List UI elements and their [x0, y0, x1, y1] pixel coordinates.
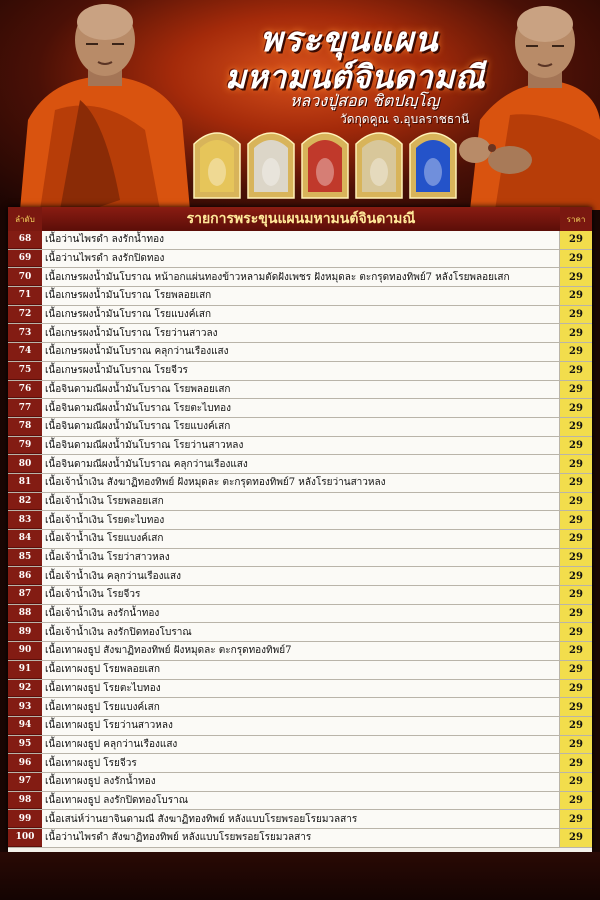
row-price: 29	[560, 754, 592, 772]
row-item-name: เนื้อเทาผงธูป โรยว่านสาวหลง	[42, 717, 560, 735]
row-item-name: เนื้อเทาผงธูป คลุกว่านเรืองแสง	[42, 736, 560, 754]
table-row	[8, 362, 592, 381]
table-row	[8, 605, 592, 624]
table-row	[8, 324, 592, 343]
row-item-name: เนื้อจินดามณีผงน้ำมันโบราณ โรยแบงค์เสก	[42, 418, 560, 436]
row-number: 83	[8, 511, 42, 529]
amulet-figure	[262, 158, 280, 186]
row-item-name: เนื้อจินดามณีผงน้ำมันโบราณ คลุกว่านเรืองแสง	[42, 455, 560, 473]
row-item-name: เนื้อจินดามณีผงน้ำมันโบราณ โรยตะไบทอง	[42, 399, 560, 417]
row-price: 29	[560, 474, 592, 492]
row-price: 29	[560, 642, 592, 660]
row-price: 29	[560, 698, 592, 716]
table-row	[8, 642, 592, 661]
table-header	[8, 207, 592, 231]
row-price: 29	[560, 680, 592, 698]
row-item-name: เนื้อเกษรผงน้ำมันโบราณ โรยแบงค์เสก	[42, 306, 560, 324]
table-row	[8, 754, 592, 773]
row-number: 84	[8, 530, 42, 548]
row-item-name: เนื้อเทาผงธูป โรยแบงค์เสก	[42, 698, 560, 716]
amulet-figure	[208, 158, 226, 186]
row-item-name: เนื้อจินดามณีผงน้ำมันโบราณ โรยว่านสาวหลง	[42, 437, 560, 455]
row-number: 71	[8, 287, 42, 305]
table-row	[8, 306, 592, 325]
table-row	[8, 736, 592, 755]
row-price: 29	[560, 437, 592, 455]
row-number: 92	[8, 680, 42, 698]
row-number: 68	[8, 231, 42, 249]
row-item-name: เนื้อเจ้าน้ำเงิน ลงรักน้ำทอง	[42, 605, 560, 623]
table-row	[8, 829, 592, 848]
column-price-header: ราคา	[560, 207, 592, 231]
row-price: 29	[560, 773, 592, 791]
row-number: 97	[8, 773, 42, 791]
table-row	[8, 511, 592, 530]
table-row	[8, 549, 592, 568]
row-price: 29	[560, 549, 592, 567]
table-row	[8, 474, 592, 493]
row-item-name: เนื้อเทาผงธูป ลงรักน้ำทอง	[42, 773, 560, 791]
monk-signature: หลวงปู่สอด ชิตปญฺโญ	[290, 91, 440, 110]
table-row	[8, 717, 592, 736]
row-number: 74	[8, 343, 42, 361]
row-item-name: เนื้อว่านไพรดำ ลงรักปิดทอง	[42, 250, 560, 268]
row-item-name: เนื้อเสน่ห์ว่านยาจินดามณี สังฆาฏิทองทิพย์ หลังแบบโรยพรอยโรยมวลสาร	[42, 810, 560, 828]
row-price: 29	[560, 829, 592, 847]
row-number: 87	[8, 586, 42, 604]
row-price: 29	[560, 381, 592, 399]
row-number: 95	[8, 736, 42, 754]
row-number: 72	[8, 306, 42, 324]
row-number: 80	[8, 455, 42, 473]
row-price: 29	[560, 717, 592, 735]
row-number: 70	[8, 268, 42, 286]
row-number: 99	[8, 810, 42, 828]
table-row	[8, 792, 592, 811]
row-price: 29	[560, 493, 592, 511]
row-number: 78	[8, 418, 42, 436]
row-number: 69	[8, 250, 42, 268]
row-number: 90	[8, 642, 42, 660]
row-item-name: เนื้อเกษรผงน้ำมันโบราณ คลุกว่านเรืองแสง	[42, 343, 560, 361]
table-row	[8, 623, 592, 642]
amulet-set-image	[190, 124, 460, 200]
row-number: 76	[8, 381, 42, 399]
row-item-name: เนื้อเจ้าน้ำเงิน โรยว่าสาวหลง	[42, 549, 560, 567]
row-item-name: เนื้อจินดามณีผงน้ำมันโบราณ โรยพลอยเสก	[42, 381, 560, 399]
row-number: 81	[8, 474, 42, 492]
row-price: 29	[560, 455, 592, 473]
row-item-name: เนื้อเจ้าน้ำเงิน โรยพลอยเสก	[42, 493, 560, 511]
row-number: 94	[8, 717, 42, 735]
price-table	[8, 207, 592, 852]
row-price: 29	[560, 324, 592, 342]
amulet-figure	[424, 158, 442, 186]
row-item-name: เนื้อว่านไพรดำ ลงรักน้ำทอง	[42, 231, 560, 249]
row-price: 29	[560, 418, 592, 436]
table-title: รายการพระขุนแผนมหามนต์จินดามณี	[42, 207, 560, 231]
table-row	[8, 680, 592, 699]
row-item-name: เนื้อเทาผงธูป โรยพลอยเสก	[42, 661, 560, 679]
banner-title-line2: มหามนต์จินดามณี	[225, 58, 486, 96]
row-price: 29	[560, 792, 592, 810]
table-row	[8, 773, 592, 792]
row-number: 88	[8, 605, 42, 623]
row-number: 73	[8, 324, 42, 342]
row-item-name: เนื้อเจ้าน้ำเงิน โรยแบงค์เสก	[42, 530, 560, 548]
row-number: 98	[8, 792, 42, 810]
footer-background	[0, 852, 600, 900]
row-price: 29	[560, 231, 592, 249]
amulet-figure	[370, 158, 388, 186]
table-row	[8, 567, 592, 586]
row-number: 77	[8, 399, 42, 417]
row-price: 29	[560, 736, 592, 754]
temple-subtitle: วัดกุดคูณ จ.อุบลราชธานี	[340, 112, 470, 126]
row-price: 29	[560, 287, 592, 305]
row-price: 29	[560, 810, 592, 828]
row-item-name: เนื้อเกษรผงน้ำมันโบราณ หน้าอกแผ่นทองข้าวหลามตัดฝังเพชร ฝังหมุดละ ตะกรุดทองทิพย์7 หลังโรยพลอยเสก	[42, 268, 560, 286]
row-price: 29	[560, 586, 592, 604]
row-price: 29	[560, 362, 592, 380]
table-row	[8, 698, 592, 717]
row-item-name: เนื้อเกษรผงน้ำมันโบราณ โรยพลอยเสก	[42, 287, 560, 305]
row-item-name: เนื้อเทาผงธูป ลงรักปิดทองโบราณ	[42, 792, 560, 810]
row-price: 29	[560, 511, 592, 529]
row-number: 82	[8, 493, 42, 511]
row-price: 29	[560, 661, 592, 679]
monk-right-portrait	[450, 0, 600, 210]
row-item-name: เนื้อเจ้าน้ำเงิน คลุกว่านเรืองแสง	[42, 567, 560, 585]
row-number: 100	[8, 829, 42, 847]
table-row	[8, 810, 592, 829]
table-row	[8, 231, 592, 250]
row-number: 91	[8, 661, 42, 679]
row-number: 93	[8, 698, 42, 716]
table-row	[8, 381, 592, 400]
row-price: 29	[560, 399, 592, 417]
row-price: 29	[560, 250, 592, 268]
row-number: 89	[8, 623, 42, 641]
row-number: 75	[8, 362, 42, 380]
monk-left-portrait	[20, 0, 190, 210]
table-body	[8, 231, 592, 848]
header-banner	[0, 0, 600, 210]
row-item-name: เนื้อเจ้าน้ำเงิน สังฆาฏิทองทิพย์ ฝังหมุดละ ตะกรุดทองทิพย์7 หลังโรยว่านสาวหลง	[42, 474, 560, 492]
row-number: 85	[8, 549, 42, 567]
table-row	[8, 437, 592, 456]
row-number: 96	[8, 754, 42, 772]
row-number: 86	[8, 567, 42, 585]
row-price: 29	[560, 530, 592, 548]
table-row	[8, 530, 592, 549]
row-item-name: เนื้อเจ้าน้ำเงิน โรยตะไบทอง	[42, 511, 560, 529]
row-price: 29	[560, 605, 592, 623]
amulet-figure	[316, 158, 334, 186]
row-item-name: เนื้อเจ้าน้ำเงิน ลงรักปิดทองโบราณ	[42, 623, 560, 641]
table-row	[8, 661, 592, 680]
row-item-name: เนื้อเทาผงธูป โรยตะไบทอง	[42, 680, 560, 698]
row-item-name: เนื้อเกษรผงน้ำมันโบราณ โรยจีวร	[42, 362, 560, 380]
table-row	[8, 343, 592, 362]
table-row	[8, 399, 592, 418]
table-row	[8, 586, 592, 605]
row-price: 29	[560, 567, 592, 585]
row-item-name: เนื้อเกษรผงน้ำมันโบราณ โรยว่านสาวลง	[42, 324, 560, 342]
row-number: 79	[8, 437, 42, 455]
row-price: 29	[560, 268, 592, 286]
row-item-name: เนื้อเทาผงธูป โรยจีวร	[42, 754, 560, 772]
row-item-name: เนื้อเทาผงธูป สังฆาฏิทองทิพย์ ฝังหมุดละ ตะกรุดทองทิพย์7	[42, 642, 560, 660]
row-price: 29	[560, 306, 592, 324]
table-row	[8, 455, 592, 474]
table-row	[8, 250, 592, 269]
table-row	[8, 268, 592, 287]
table-row	[8, 493, 592, 512]
column-number-header: ลำดับ	[8, 207, 42, 231]
row-price: 29	[560, 623, 592, 641]
row-price: 29	[560, 343, 592, 361]
table-row	[8, 287, 592, 306]
table-row	[8, 418, 592, 437]
banner-title-line1: พระขุนแผน	[260, 20, 439, 60]
row-item-name: เนื้อว่านไพรดำ สังฆาฏิทองทิพย์ หลังแบบโรยพรอยโรยมวลสาร	[42, 829, 560, 847]
row-item-name: เนื้อเจ้าน้ำเงิน โรยจีวร	[42, 586, 560, 604]
